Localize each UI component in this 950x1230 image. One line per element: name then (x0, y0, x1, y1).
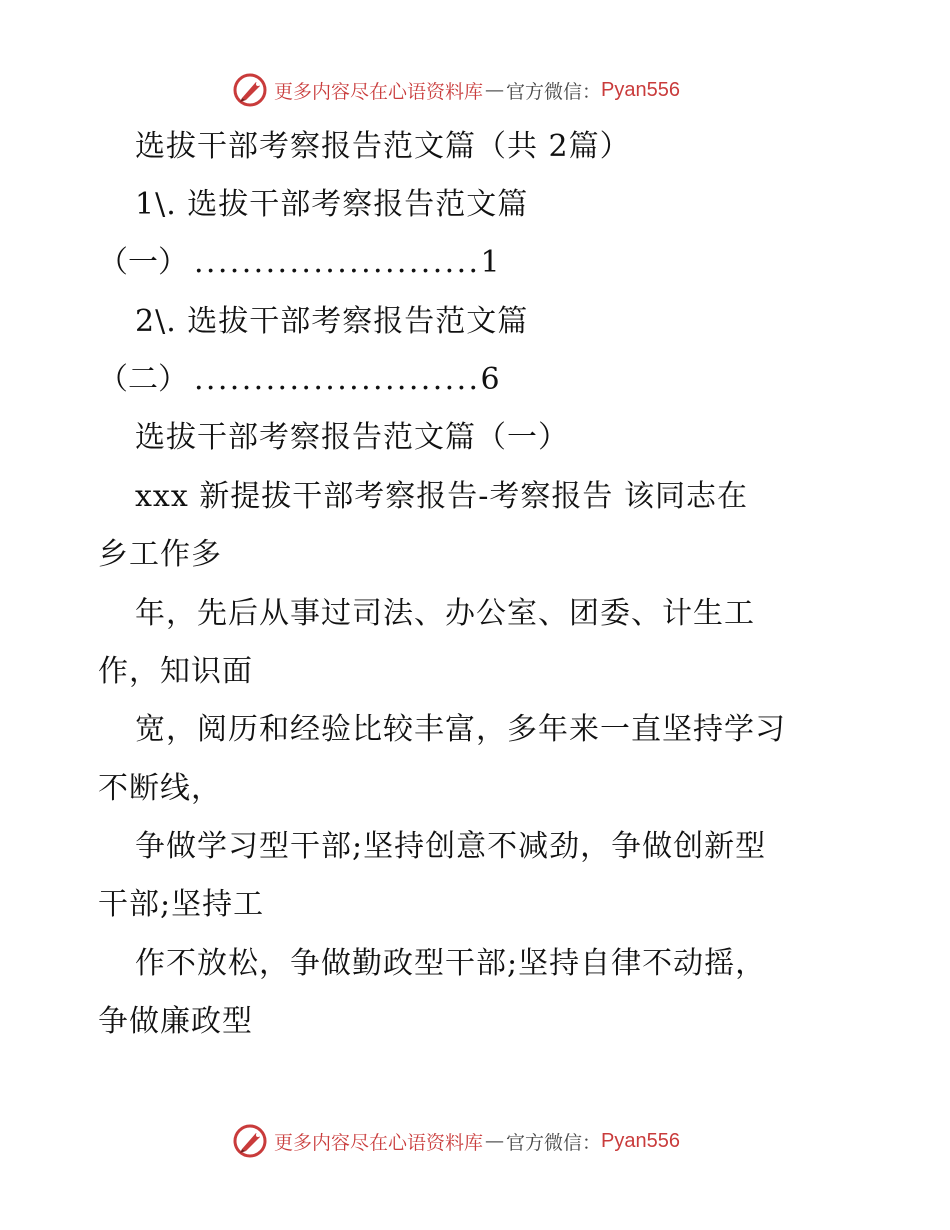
banner-text: 更多内容尽在心语资料库 (274, 80, 484, 103)
body-line-8: 干部;坚持工 (98, 887, 265, 922)
banner-separator: — (485, 79, 505, 101)
body-line-10: 争做廉政型 (98, 1004, 253, 1039)
document-title: 选拔干部考察报告范文篇（共 2篇） (135, 129, 631, 164)
toc-entry-1-label: 1\. 选拔干部考察报告范文篇 (135, 187, 529, 222)
banner-contact-label: 官方微信： (506, 1131, 602, 1154)
toc-entry-2-dots: ........................ (194, 362, 481, 397)
body-line-4: 作，知识面 (98, 654, 253, 689)
toc-entry-1-row (98, 243, 500, 283)
toc-entry-2-row (98, 360, 500, 400)
banner-handle: Pyan556 (601, 1129, 680, 1152)
body-line-1: xxx 新提拔干部考察报告-考察报告 该同志在 (135, 479, 748, 514)
footer-watermark-banner (232, 1121, 680, 1161)
toc-entry-1-sub: （一） (98, 245, 188, 280)
body-line-9: 作不放松，争做勤政型干部;坚持自律不动摇， (135, 946, 767, 981)
banner-text: 更多内容尽在心语资料库 (274, 1131, 484, 1154)
toc-entry-1-dots: ........................ (194, 245, 481, 280)
toc-entry-1-page: 1 (480, 245, 500, 280)
banner-handle: Pyan556 (601, 78, 680, 101)
toc-entry-2-sub: （二） (98, 362, 188, 397)
toc-entry-2-label: 2\. 选拔干部考察报告范文篇 (135, 304, 529, 339)
body-line-6: 不断线， (98, 771, 222, 806)
pen-logo-icon (232, 1123, 268, 1159)
body-line-7: 争做学习型干部;坚持创意不减劲，争做创新型 (135, 829, 767, 864)
toc-entry-2-page: 6 (480, 362, 500, 397)
body-line-2: 乡工作多 (98, 537, 222, 572)
body-line-3: 年，先后从事过司法、办公室、团委、计生工 (135, 596, 755, 631)
banner-separator: — (485, 1130, 505, 1152)
body-line-5: 宽，阅历和经验比较丰富，多年来一直坚持学习 (135, 712, 786, 747)
section-heading: 选拔干部考察报告范文篇（一） (135, 420, 569, 455)
banner-contact-label: 官方微信： (506, 80, 602, 103)
